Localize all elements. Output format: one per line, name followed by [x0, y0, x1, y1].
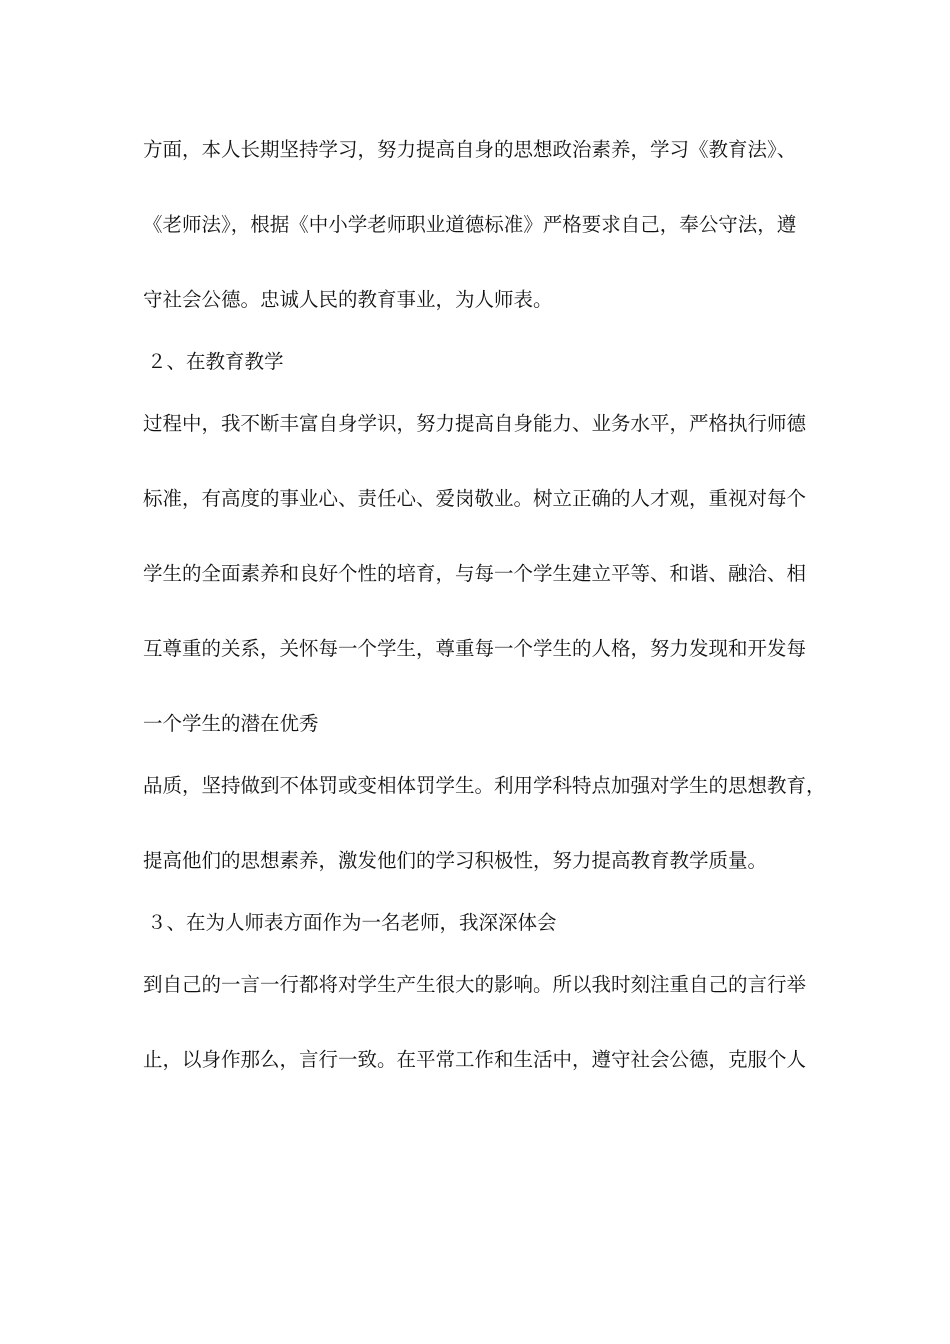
paragraph-line: 《老师法》，根据《中小学老师职业道德标准》严格要求自己，奉公守法，遵	[143, 213, 797, 236]
paragraph-line: 学生的全面素养和良好个性的培育，与每一个学生建立平等、和谐、融洽、相	[143, 562, 807, 585]
section-heading: ２、在教育教学	[147, 350, 284, 373]
paragraph-line: 方面，本人长期坚持学习，努力提高自身的思想政治素养，学习《教育法》、	[143, 138, 797, 161]
paragraph-line: 一个学生的潜在优秀	[143, 712, 319, 735]
paragraph-line: 提高他们的思想素养，激发他们的学习积极性，努力提高教育教学质量。	[143, 849, 768, 872]
paragraph-line: 品质，坚持做到不体罚或变相体罚学生。利用学科特点加强对学生的思想教育，	[143, 774, 826, 797]
section-heading: ３、在为人师表方面作为一名老师，我深深体会	[147, 911, 557, 934]
paragraph-line: 过程中，我不断丰富自身学识，努力提高自身能力、业务水平，严格执行师德	[143, 412, 807, 435]
paragraph-line: 标准，有高度的事业心、责任心、爱岗敬业。树立正确的人才观，重视对每个	[143, 487, 807, 510]
paragraph-line: 到自己的一言一行都将对学生产生很大的影响。所以我时刻注重自己的言行举	[143, 973, 807, 996]
paragraph-line: 守社会公德。忠诚人民的教育事业，为人师表。	[143, 288, 553, 311]
paragraph-line: 止，以身作那么，言行一致。在平常工作和生活中，遵守社会公德，克服个人	[143, 1048, 807, 1071]
paragraph-line: 互尊重的关系，关怀每一个学生，尊重每一个学生的人格，努力发现和开发每	[143, 637, 807, 660]
